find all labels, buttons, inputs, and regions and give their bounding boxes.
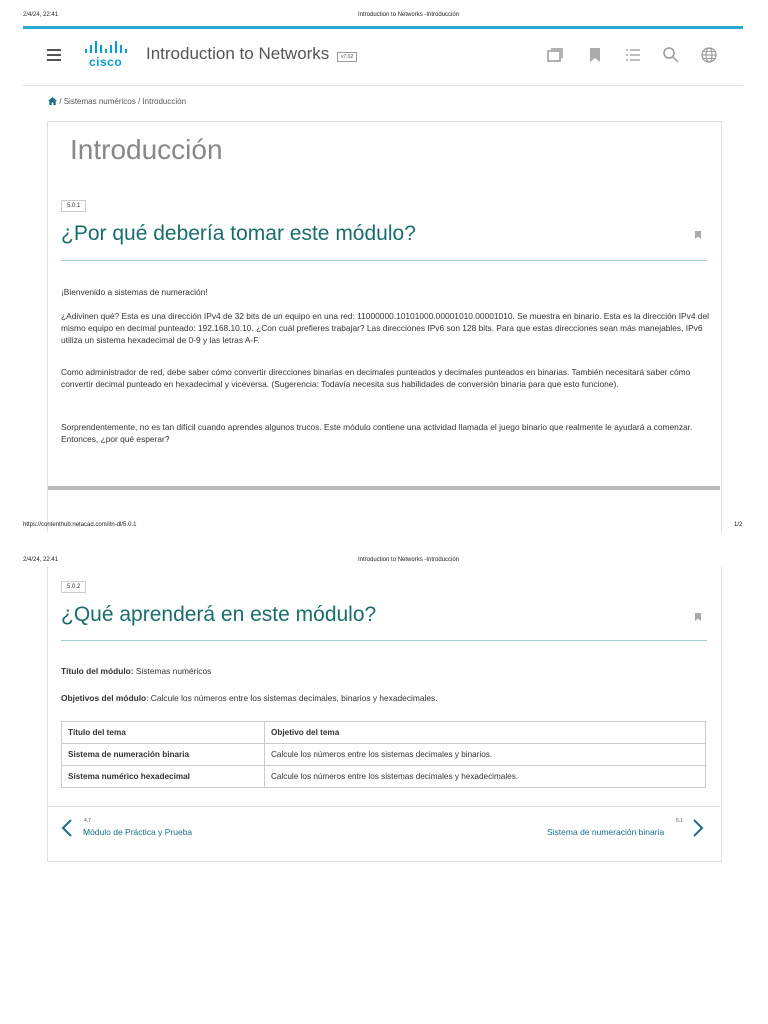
print-page-number: 1/2 <box>734 522 743 528</box>
chevron-left-icon[interactable] <box>61 818 73 838</box>
app-header <box>23 29 743 86</box>
table-cell: Calcule los números entre los sistemas decimales y binarios. <box>265 744 706 766</box>
page-title: Introducción <box>70 134 223 165</box>
module-objectives-line: Objetivos del módulo: Calcule los números entre los sistemas decimales, binarios y hexadecimales. <box>61 693 438 703</box>
print-datetime: 2/4/24, 22:41 <box>23 557 59 563</box>
breadcrumb-item-introduccion[interactable]: Introducción <box>142 97 187 106</box>
prev-section-number: 4.7 <box>84 818 91 824</box>
next-section-link[interactable]: Sistema de numeración binaria <box>547 827 665 837</box>
table-row <box>62 766 706 788</box>
section-number: 5.0.1 <box>61 200 86 212</box>
divider <box>48 806 720 807</box>
print-datetime: 2/4/24, 22:41 <box>23 12 59 18</box>
paragraph: ¡Bienvenido a sistemas de numeración! <box>61 287 208 297</box>
table-header: Título del tema <box>62 722 265 744</box>
paragraph: ¿Adivinen qué? Esta es una dirección IPv4 de 32 bits de un equipo en una red: 11000000.10101000.00001010.00001010. Se muestra en binario. Esta es la dirección IPv4 del mismo equipo en decimal punteado: 192.168.10.10. ¿Con cuál prefieres trabajar? Las direcciones IPv6 son 128 bits. Para que estas direcciones sean más manejables, IPv6 utiliza un sistema hexadecimal de 0-9 y las letras A-F. <box>61 311 709 345</box>
window-icon[interactable] <box>546 46 564 64</box>
prev-section-link[interactable]: Módulo de Práctica y Prueba <box>83 827 193 837</box>
section-number: 5.0.2 <box>61 581 86 593</box>
section-title: ¿Por qué debería tomar este módulo? <box>61 222 416 245</box>
breadcrumb: / Sistemas numéricos / Introducción <box>48 97 186 106</box>
cisco-logo-text: cisco <box>89 55 123 69</box>
list-icon[interactable] <box>624 46 642 64</box>
divider <box>61 260 707 261</box>
table-header: Objetivo del tema <box>265 722 706 744</box>
module-title-line: Título del módulo: Sistemas numéricos <box>61 666 212 676</box>
paragraph: Como administrador de red, debe saber cómo convertir direcciones binarias en decimales punteados y decimales punteados en binarias. También necesitará saber cómo convertir decimal punteado en hexadecimal y viceversa. (Sugerencia: Todavía necesita sus habilidades de conversión binaria para que esto funcione). <box>61 367 691 389</box>
print-doc-title: Introduction to Networks -Introducción <box>358 12 460 18</box>
section-title: ¿Qué aprenderá en este módulo? <box>61 603 377 626</box>
table-cell: Sistema de numeración binaria <box>62 744 265 766</box>
table-header-row <box>62 722 706 744</box>
section-separator <box>48 486 720 490</box>
bookmark-icon[interactable] <box>586 46 604 64</box>
cisco-logo-icon <box>85 41 131 53</box>
search-icon[interactable] <box>662 46 680 64</box>
table-row <box>62 744 706 766</box>
globe-icon[interactable] <box>700 46 718 64</box>
paragraph: Sorprendentemente, no es tan difícil cuando aprendes algunos trucos. Este módulo contiene una actividad llamada el juego binario que realmente le ayudará a comenzar. Entonces, ¿por qué esperar? <box>61 422 693 444</box>
version-badge: v7.02 <box>337 52 357 62</box>
menu-icon[interactable] <box>47 49 61 64</box>
print-url: https://contenthub.netacad.com/itn-dl/5.0.1 <box>23 522 137 528</box>
topics-table <box>61 721 706 788</box>
table-cell: Sistema numérico hexadecimal <box>62 766 265 788</box>
next-section-number: 5.1 <box>676 818 683 824</box>
chevron-right-icon[interactable] <box>692 818 704 838</box>
table-cell: Calcule los números entre los sistemas decimales y hexadecimales. <box>265 766 706 788</box>
breadcrumb-item-sistemas[interactable]: Sistemas numéricos <box>63 97 136 106</box>
print-doc-title: Introduction to Networks -Introducción <box>358 557 460 563</box>
app-title: Introduction to Networks <box>146 44 330 63</box>
home-icon[interactable] <box>48 97 57 105</box>
divider <box>61 640 707 641</box>
